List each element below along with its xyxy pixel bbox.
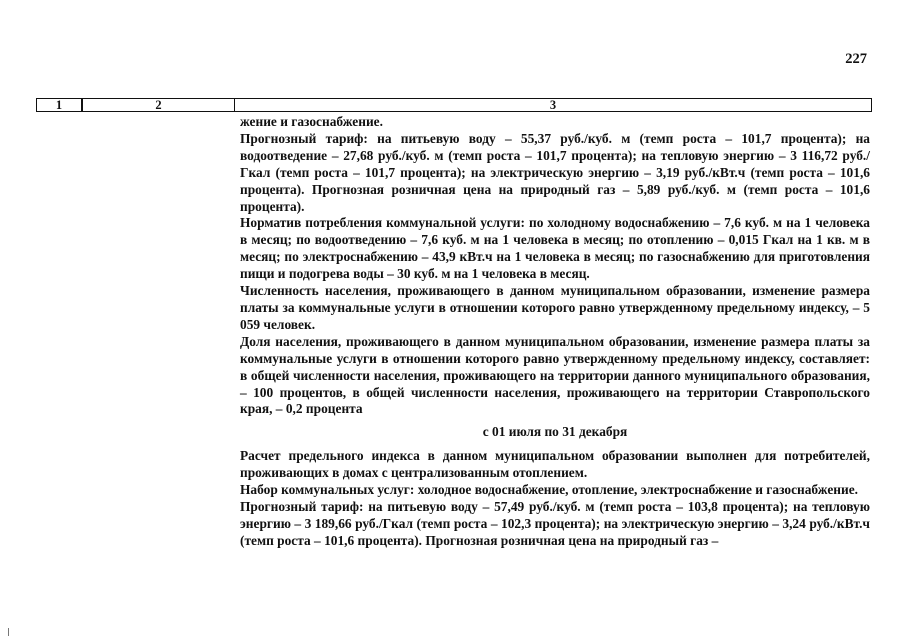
page-number: 227 bbox=[845, 51, 867, 67]
paragraph-forecast-tariff: Прогнозный тариф: на питьевую воду – 55,37 руб./куб. м (темп роста – 101,7 процента); на водоотведение – 27,68 руб./куб. м (темп роста – 101,7 процента); на тепловую энергию – 3 116,72 руб./Гкал (темп роста – 101,7 процента); на электрическую энергию – 3,19 руб./кВт.ч (темп роста – 101,6 процента). Прогнозная розничная цена на природный газ – 5,89 руб./куб. м (темп роста – 101,6 процента). bbox=[240, 130, 870, 214]
column-number-3: 3 bbox=[549, 98, 557, 112]
scan-edge-mark bbox=[8, 628, 9, 636]
paragraph-population-count: Численность населения, проживающего в данном муниципальном образовании, изменение размера платы за коммунальные услуги в отношении которого равно утвержденному предельному индексу, – 5 059 человек. bbox=[240, 283, 870, 332]
table-column-header bbox=[36, 98, 872, 112]
paragraph-consumption-norm: Норматив потребления коммунальной услуги: по холодному водоснабжению – 7,6 куб. м на 1 человека в месяц; по водоотведению – 7,6 куб. м на 1 человека в месяц; по отоплению – 0,015 Гкал на 1 кв. м в месяц; по электроснабжению – 43,9 кВт.ч на 1 человека в месяц; по газоснабжению для приготовления пищи и подогрева воды – 30 куб. м на 1 человека в месяц. bbox=[240, 215, 870, 282]
paragraph-population-share: Доля населения, проживающего в данном муниципальном образовании, изменение размера платы за коммунальные услуги в отношении которого равно утвержденному предельному индексу, составляет: в общей численности населения, проживающего на территории данного муниципального образования, – 100 процентов, в общей численности населения, проживающего на территории Ставропольского края, – 0,2 процента bbox=[240, 333, 870, 417]
column-number-2: 2 bbox=[82, 99, 235, 111]
section-heading-period: с 01 июля по 31 декабря bbox=[482, 424, 628, 440]
column-number-1: 1 bbox=[37, 99, 82, 111]
paragraph-utility-set: Набор коммунальных услуг: холодное водоснабжение, отопление, электроснабжение и газоснабжение. bbox=[240, 482, 858, 498]
paragraph-forecast-tariff-2: Прогнозный тариф: на питьевую воду – 57,49 руб./куб. м (темп роста – 103,8 процента); на тепловую энергию – 3 189,66 руб./Гкал (темп роста – 102,3 процента); на электрическую энергию – 3,24 руб./кВт.ч (темп роста – 101,6 процента). Прогнозная розничная цена на природный газ – bbox=[240, 498, 870, 548]
paragraph-index-calculation: Расчет предельного индекса в данном муниципальном образовании выполнен для потребителей, проживающих в домах с централизованным отоплением. bbox=[240, 448, 870, 481]
paragraph-continuation: жение и газоснабжение. bbox=[240, 114, 383, 129]
document-body bbox=[240, 114, 870, 550]
